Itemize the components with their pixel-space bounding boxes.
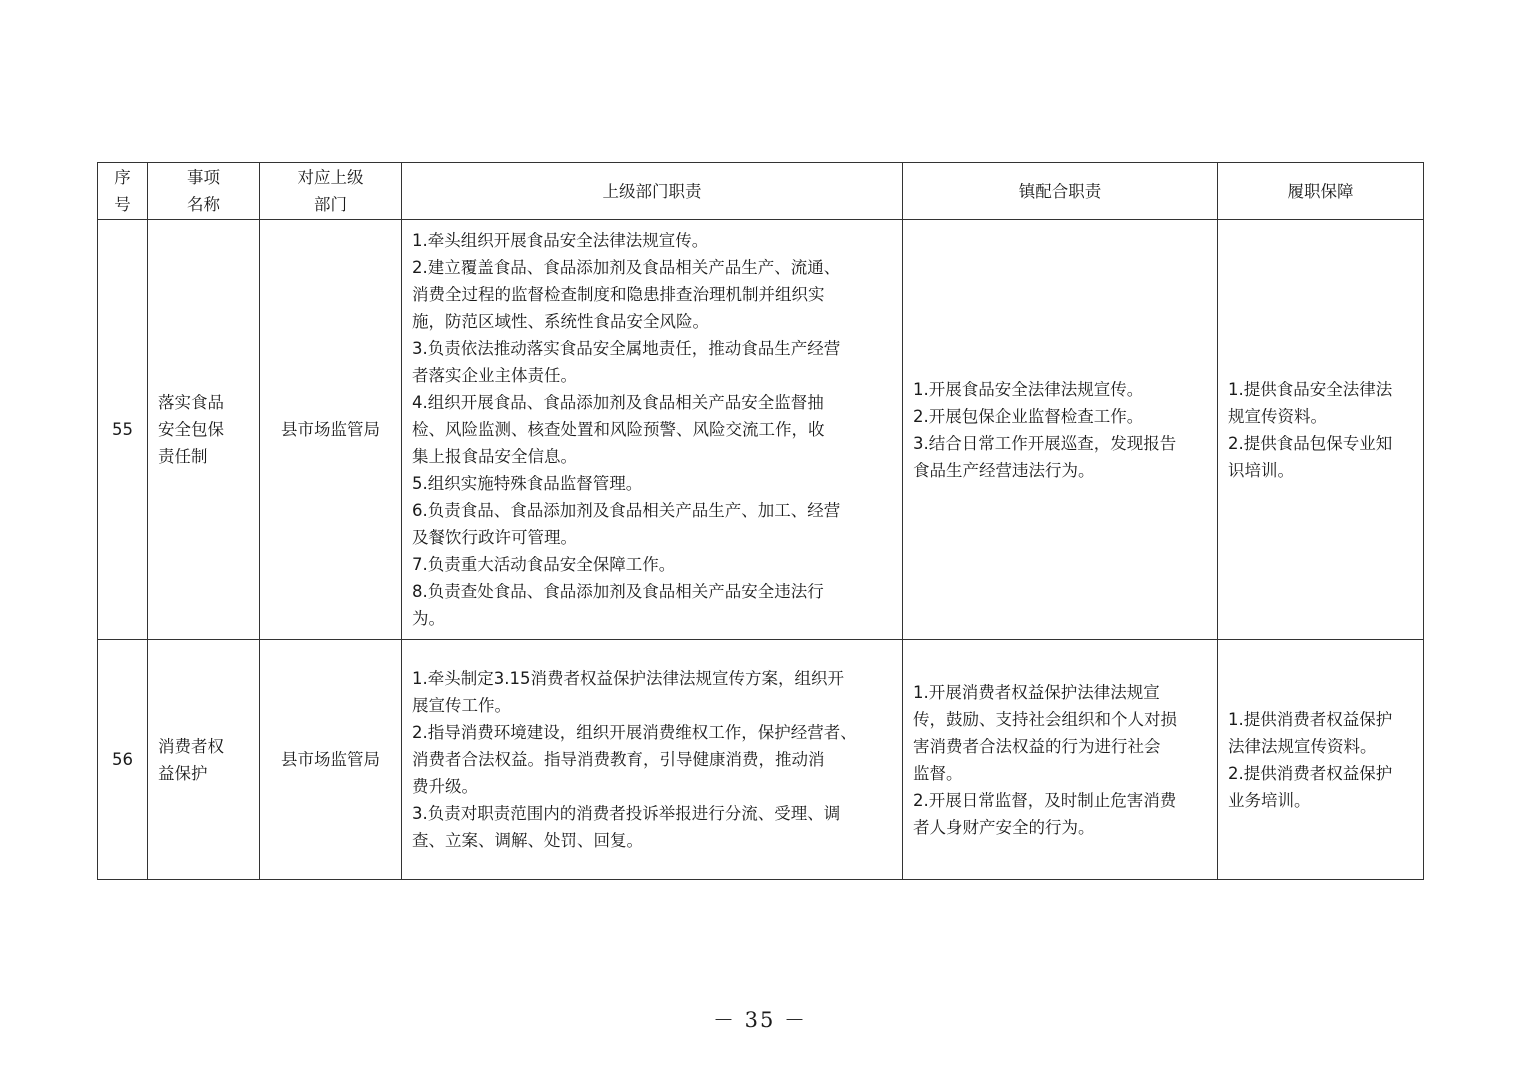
header-dept-line: 对应上级 [297, 168, 364, 187]
upper-duty-line: 消费者合法权益。指导消费教育，引导健康消费，推动消 [412, 750, 825, 769]
upper-duty-line: 3.负责依法推动落实食品安全属地责任，推动食品生产经营 [412, 339, 841, 358]
guarantee-line: 规宣传资料。 [1228, 406, 1327, 426]
item-name [148, 220, 260, 640]
upper-duty-line: 检、风险监测、核查处置和风险预警、风险交流工作，收 [412, 420, 825, 439]
upper-duty-line: 为。 [412, 609, 445, 628]
upper-duty-line: 及餐饮行政许可管理。 [412, 528, 577, 547]
header-seq-line: 序 [114, 168, 131, 187]
town-duty-line: 1.开展消费者权益保护法律法规宣 [913, 682, 1160, 702]
header-item-name [148, 163, 260, 220]
guarantee-line: 业务培训。 [1228, 790, 1311, 810]
guarantee-cell [1218, 220, 1424, 640]
guarantee-line: 1.提供食品安全法律法 [1228, 379, 1393, 399]
town-duty-line: 3.结合日常工作开展巡查，发现报告 [913, 433, 1177, 453]
item-name-line: 消费者权 [158, 736, 224, 756]
item-name-line: 安全包保 [158, 420, 224, 439]
guarantee-line: 1.提供消费者权益保护 [1228, 709, 1393, 729]
department: 县市场监管局 [260, 220, 402, 640]
header-seq-line: 号 [114, 195, 131, 214]
header-item-line: 事项 [187, 168, 220, 187]
upper-duty-line: 1.牵头制定3.15消费者权益保护法律法规宣传方案，组织开 [412, 669, 844, 688]
table-row [98, 640, 1424, 880]
item-name-line: 落实食品 [158, 393, 224, 412]
item-name-line: 责任制 [158, 447, 208, 466]
upper-duty-line: 集上报食品安全信息。 [412, 447, 577, 466]
upper-duty-line: 展宣传工作。 [412, 696, 511, 715]
upper-duty-line: 费升级。 [412, 777, 478, 796]
header-item-line: 名称 [187, 195, 220, 214]
upper-duty-line: 2.指导消费环境建设，组织开展消费维权工作，保护经营者、 [412, 723, 857, 742]
upper-duty-line: 消费全过程的监督检查制度和隐患排查治理机制并组织实 [412, 285, 825, 304]
table-row [98, 220, 1424, 640]
header-dept-line: 部门 [314, 195, 347, 214]
guarantee-line: 法律法规宣传资料。 [1228, 736, 1377, 756]
guarantee-line: 2.提供消费者权益保护 [1228, 763, 1393, 783]
upper-duty-line: 4.组织开展食品、食品添加剂及食品相关产品安全监督抽 [412, 393, 824, 412]
page-number: － 35 － [712, 1008, 808, 1032]
town-duty-line: 害消费者合法权益的行为进行社会 [913, 736, 1161, 756]
town-duty-cell [903, 640, 1218, 880]
guarantee-line: 识培训。 [1228, 460, 1294, 480]
upper-duty-cell [402, 640, 903, 880]
item-name [148, 640, 260, 880]
town-duty-line: 1.开展食品安全法律法规宣传。 [913, 379, 1144, 399]
upper-duty-line: 5.组织实施特殊食品监督管理。 [412, 474, 643, 493]
upper-duty-line: 2.建立覆盖食品、食品添加剂及食品相关产品生产、流通、 [412, 258, 841, 277]
upper-duty-line: 8.负责查处食品、食品添加剂及食品相关产品安全违法行 [412, 582, 824, 601]
upper-duty-line: 7.负责重大活动食品安全保障工作。 [412, 555, 676, 574]
guarantee-line: 2.提供食品包保专业知 [1228, 433, 1393, 453]
responsibility-table [97, 162, 1424, 880]
item-name-line: 益保护 [158, 763, 208, 783]
guarantee-cell [1218, 640, 1424, 880]
upper-duty-line: 查、立案、调解、处罚、回复。 [412, 831, 643, 850]
department: 县市场监管局 [260, 640, 402, 880]
town-duty-line: 食品生产经营违法行为。 [913, 460, 1095, 480]
town-duty-line: 2.开展包保企业监督检查工作。 [913, 406, 1144, 426]
row-number: 56 [98, 640, 148, 880]
upper-duty-cell [402, 220, 903, 640]
row-number: 55 [98, 220, 148, 640]
header-guarantee: 履职保障 [1218, 163, 1424, 220]
town-duty-line: 传，鼓励、支持社会组织和个人对损 [913, 709, 1177, 729]
town-duty-cell [903, 220, 1218, 640]
header-seq [98, 163, 148, 220]
upper-duty-line: 者落实企业主体责任。 [412, 366, 577, 385]
town-duty-line: 2.开展日常监督，及时制止危害消费 [913, 790, 1177, 810]
upper-duty-line: 3.负责对职责范围内的消费者投诉举报进行分流、受理、调 [412, 804, 841, 823]
upper-duty-line: 6.负责食品、食品添加剂及食品相关产品生产、加工、经营 [412, 501, 841, 520]
header-town-duty: 镇配合职责 [903, 163, 1218, 220]
town-duty-line: 监督。 [913, 763, 963, 783]
table-header-row [98, 163, 1424, 220]
upper-duty-line: 1.牵头组织开展食品安全法律法规宣传。 [412, 231, 709, 250]
town-duty-line: 者人身财产安全的行为。 [913, 817, 1095, 837]
upper-duty-line: 施，防范区域性、系统性食品安全风险。 [412, 312, 709, 331]
header-dept [260, 163, 402, 220]
header-upper-duty: 上级部门职责 [402, 163, 903, 220]
